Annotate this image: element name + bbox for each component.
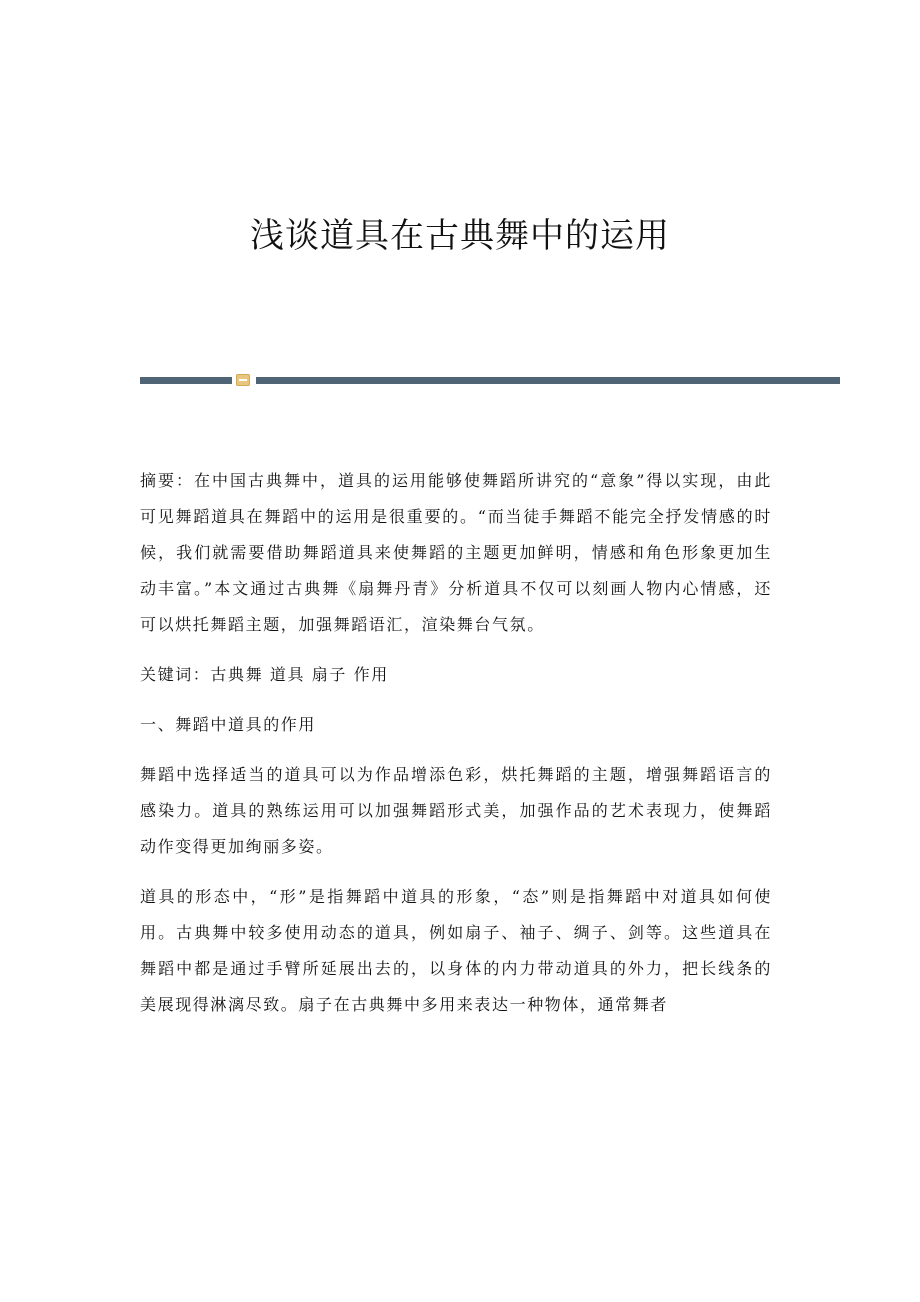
- document-body: [140, 463, 772, 1037]
- divider-bar-left: [140, 377, 232, 384]
- divider-ornament-icon: [236, 374, 250, 386]
- document-title: 浅谈道具在古典舞中的运用: [250, 216, 670, 256]
- keywords-line: 关键词：古典舞 道具 扇子 作用: [140, 665, 389, 684]
- body-paragraph: 道具的形态中，“形”是指舞蹈中道具的形象，“态”则是指舞蹈中对道具如何使用。古典舞中较多使用动态的道具，例如扇子、袖子、绸子、剑等。这些道具在舞蹈中都是通过手臂所延展出去的，以身体的内力带动道具的外力，把长线条的美展现得淋漓尽致。扇子在古典舞中多用来表达一种物体，通常舞者: [140, 887, 772, 1014]
- abstract-paragraph: 摘要：在中国古典舞中，道具的运用能够使舞蹈所讲究的“意象”得以实现，由此可见舞蹈道具在舞蹈中的运用是很重要的。“而当徒手舞蹈不能完全抒发情感的时候，我们就需要借助舞蹈道具来使舞蹈的主题更加鲜明，情感和角色形象更加生动丰富。”本文通过古典舞《扇舞丹青》分析道具不仅可以刻画人物内心情感，还可以烘托舞蹈主题，加强舞蹈语汇，渲染舞台气氛。: [140, 471, 772, 634]
- section-heading: 一、舞蹈中道具的作用: [140, 715, 317, 734]
- title-divider: [140, 374, 840, 386]
- divider-bar-right: [256, 377, 840, 384]
- body-paragraph: 舞蹈中选择适当的道具可以为作品增添色彩，烘托舞蹈的主题，增强舞蹈语言的感染力。道具的熟练运用可以加强舞蹈形式美，加强作品的艺术表现力，使舞蹈动作变得更加绚丽多姿。: [140, 765, 772, 856]
